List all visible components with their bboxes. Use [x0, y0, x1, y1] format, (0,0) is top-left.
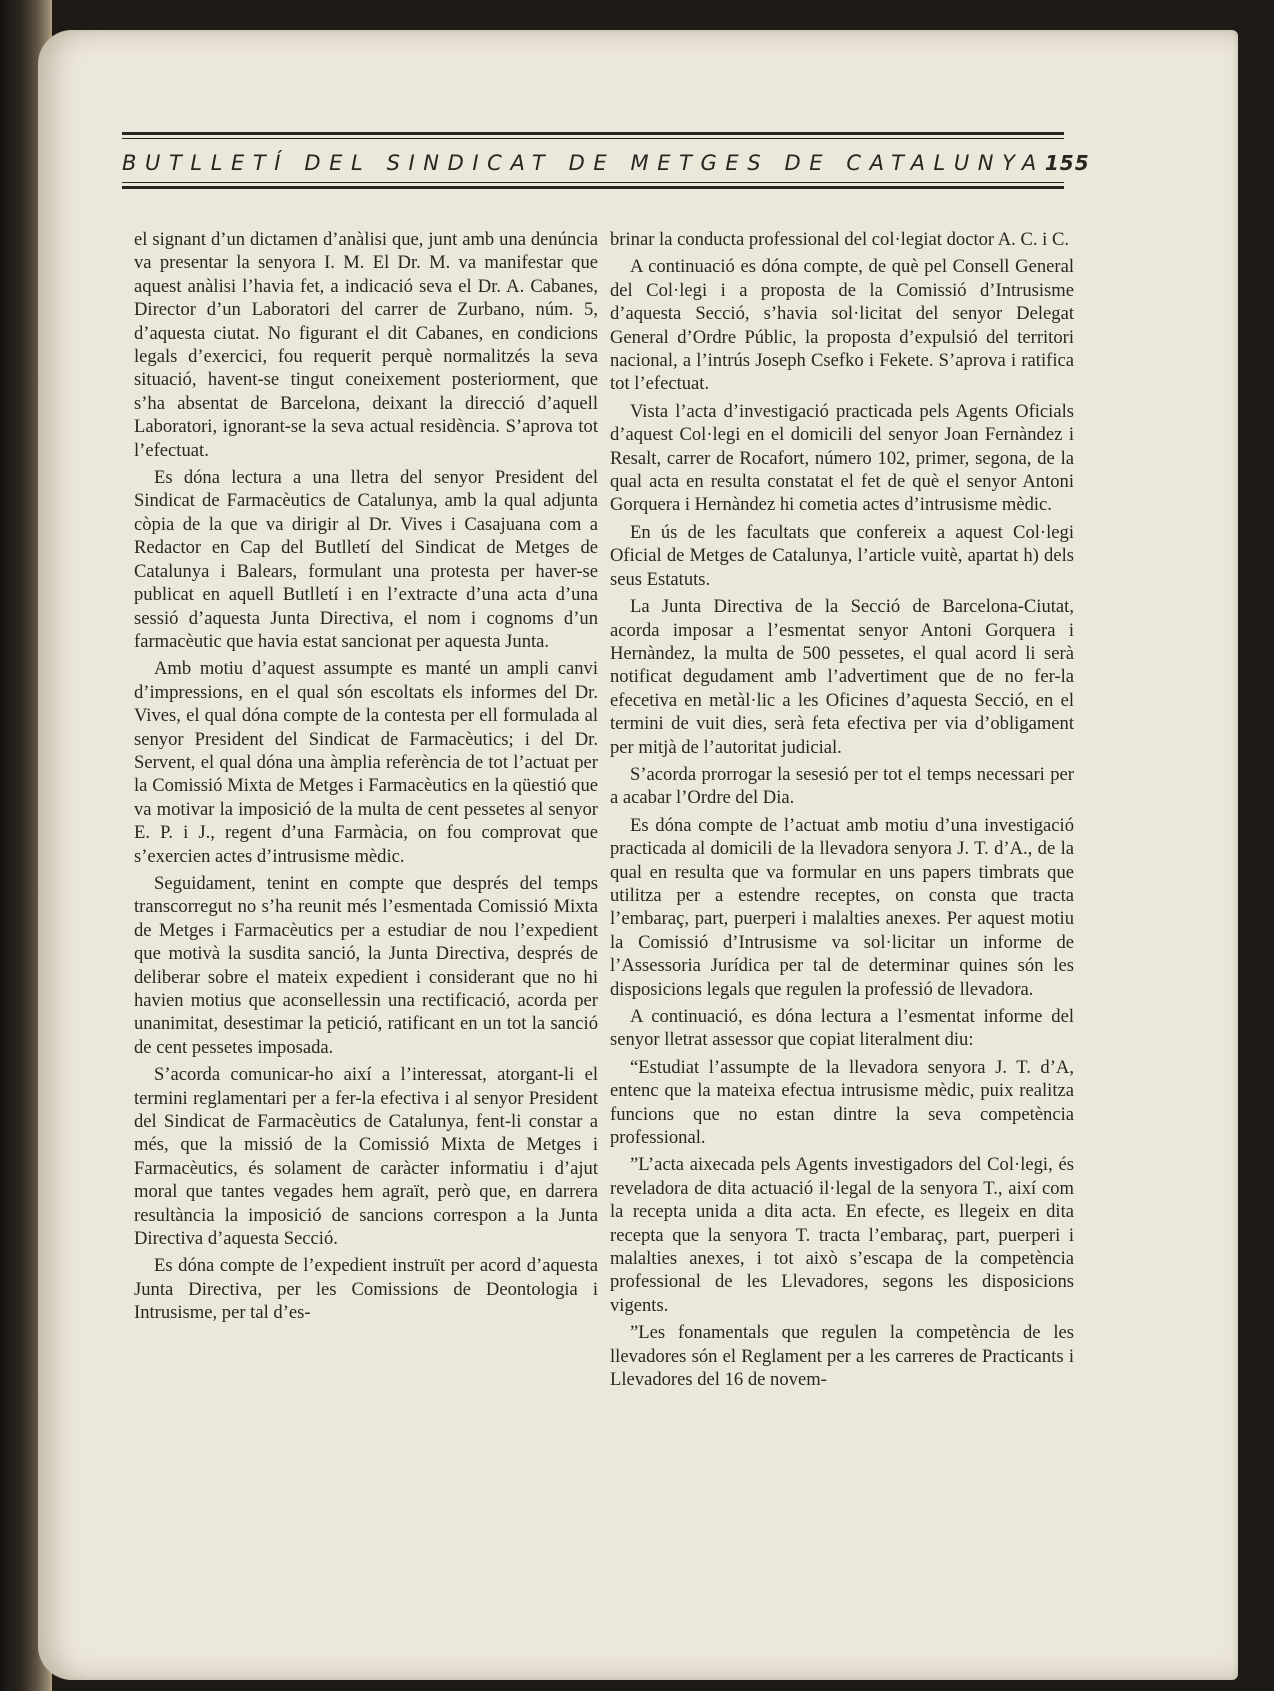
header-rule-bottom-thin — [122, 182, 1064, 183]
running-head — [122, 151, 1090, 175]
paragraph: el signant d’un dictamen d’anàlisi que, junt amb una denúncia va presentar la senyora I. M. El Dr. M. va manifestar que aquest anàlisi l’havia fet, a indicació seva el Dr. A. Cabanes, Director d’un Laboratori del carrer de Zurbano, núm. 5, d’aquesta ciutat. No figurant el dit Cabanes, en condicions legals d’exercici, fou requerit perquè normalitzés la seva situació, havent-se tingut coneixement posteriorment, que s’ha absentat de Barcelona, deixant la direcció d’aquell Laboratori, ignorant-se la seva actual residència. S’aprova tot l’efectuat. — [134, 229, 598, 461]
quoted-paragraph: ”Les fonamentals que regulen la competència de les llevadores són el Reglament per a les carreres de Practicants i Llevadores del 16 de novem- — [610, 1322, 1074, 1391]
paragraph: A continuació es dóna compte, de què pel Consell General del Col·legi i a proposta de la Comissió d’Intrusisme d’aquesta Secció, s’havia sol·licitat del senyor Delegat General d’Ordre Públic, la proposta d’expulsió del territori nacional, a l’intrús Joseph Csefko i Fekete. S’aprova i ratifica tot l’efectuat. — [610, 256, 1074, 395]
text-column-right — [610, 228, 1074, 1396]
paragraph: brinar la conducta professional del col·legiat doctor A. C. i C. — [610, 229, 1070, 250]
header-rule-bottom-thick — [122, 186, 1064, 189]
quoted-paragraph: ”L’acta aixecada pels Agents investigadors del Col·legi, és reveladora de dita actuació il·legal de la senyora T., així com la recepta unida a dita acta. En efecte, es llegeix en dita recepta que la senyora T. tracta l’embaraç, part, puerperi i malalties anexes, i tot això s’escapa de la competència professional de les Llevadores, segons les disposicions vigents. — [610, 1154, 1074, 1316]
paragraph: Es dóna lectura a una lletra del senyor President del Sindicat de Farmacèutics de Catalunya, amb la qual adjunta còpia de la que va dirigir al Dr. Vives i Casajuana com a Redactor en Cap del Butlletí del Sindicat de Metges de Catalunya i Balears, formulant una protesta per haver-se publicat en aquell Butlletí i en l’extracte d’una acta d’una sessió d’aquesta Junta Directiva, el nom i cognoms d’un farmacèutic que havia estat sancionat per aquesta Junta. — [134, 467, 598, 652]
paragraph: La Junta Directiva de la Secció de Barcelona-Ciutat, acorda imposar a l’esmentat senyor Antoni Gorquera i Hernàndez, la multa de 500 pessetes, el qual acord li serà notificat degudament amb l’advertiment que de no fer-la efecetiva en metàl·lic a les Oficines d’aquesta Secció, en el termini de vuit dies, serà feta efectiva per via d’obligament per mitjà de l’autoritat judicial. — [610, 596, 1074, 758]
paragraph: S’acorda prorrogar la sesesió per tot el temps necessari per a acabar l’Ordre del Dia. — [610, 763, 1074, 809]
journal-title: BUTLLETÍ DEL SINDICAT DE METGES DE CATALUNYA — [122, 151, 1045, 175]
paragraph: A continuació, es dóna lectura a l’esmentat informe del senyor lletrat assessor que copiat literalment diu: — [610, 1006, 1074, 1051]
paragraph: S’acorda comunicar-ho així a l’interessat, atorgant-li el termini reglamentari per a fer-la efectiva i al senyor President del Sindicat de Farmacèutics de Catalunya, fent-li constar a més, que la missió de la Comissió Mixta de Metges i Farmacèutics, és solament de caràcter informatiu i d’ajut moral que tantes vegades hem agraït, però que, en darrera resultància la imposició de sancions correspon a la Junta Directiva d’aquesta Secció. — [134, 1064, 598, 1250]
paragraph: Es dóna compte de l’actuat amb motiu d’una investigació practicada al domicili de la llevadora senyora J. T. d’A., de la qual en resulta que va formular en uns papers timbrats que utilitza per a estendre receptes, on consta que tracta l’embaraç, part, puerperi i malalties anexes. Per aquest motiu la Comissió d’Intrusisme va sol·licitar un informe de l’Assessoria Jurídica per tal de determinar quines són les disposicions legals que regulen la professió de llevadora. — [610, 814, 1074, 1000]
paragraph: Es dóna compte de l’expedient instruït per acord d’aquesta Junta Directiva, per les Comissions de Deontologia i Intrusisme, per tal d’es- — [134, 1255, 598, 1324]
paragraph: En ús de les facultats que confereix a aquest Col·legi Oficial de Metges de Catalunya, l’article vuitè, apartat h) dels seus Estatuts. — [610, 521, 1074, 590]
header-rule-top-thin — [122, 138, 1064, 139]
page-number: 155 — [1044, 151, 1090, 175]
header-rule-top-thick — [122, 132, 1064, 135]
text-column-left — [134, 228, 598, 1329]
paragraph: Amb motiu d’aquest assumpte es manté un ampli canvi d’impressions, en el qual són escoltats els informes del Dr. Vives, el qual dóna compte de la contesta per ell formulada al senyor President del Sindicat de Farmacèutics; i del Dr. Servent, el qual dóna una àmplia referència de tot l’actuat per la Comissió Mixta de Metges i Farmacèutics en la qüestió que va motivar la imposició de la multa de cent pessetes al senyor E. P. i J., regent d’una Farmàcia, on fou comprovat que s’exercien actes d’intrusisme mèdic. — [134, 658, 598, 867]
paragraph: Seguidament, tenint en compte que després del temps transcorregut no s’ha reunit més l’esmentada Comissió Mixta de Metges i Farmacèutics per a estudiar de nou l’expedient que motivà la susdita sanció, la Junta Directiva, després de deliberar sobre el mateix expedient i considerant que no hi havien motius que aconsellessin una rectificació, acorda per unanimitat, desestimar la petició, ratificant en un tot la sanció de cent pessetes imposada. — [134, 872, 598, 1058]
paragraph: Vista l’acta d’investigació practicada pels Agents Oficials d’aquest Col·legi en el domicili del senyor Joan Fernàndez i Resalt, carrer de Rocafort, número 102, primer, segona, de la qual acta en resulta constatat el fet de què el senyor Antoni Gorquera i Hernàndez hi cometia actes d’intrusisme mèdic. — [610, 400, 1074, 516]
quoted-paragraph: “Estudiat l’assumpte de la llevadora senyora J. T. d’A, entenc que la mateixa efectua intrusisme mèdic, puix realitza funcions que no estan dintre la seva competència professional. — [610, 1056, 1074, 1149]
